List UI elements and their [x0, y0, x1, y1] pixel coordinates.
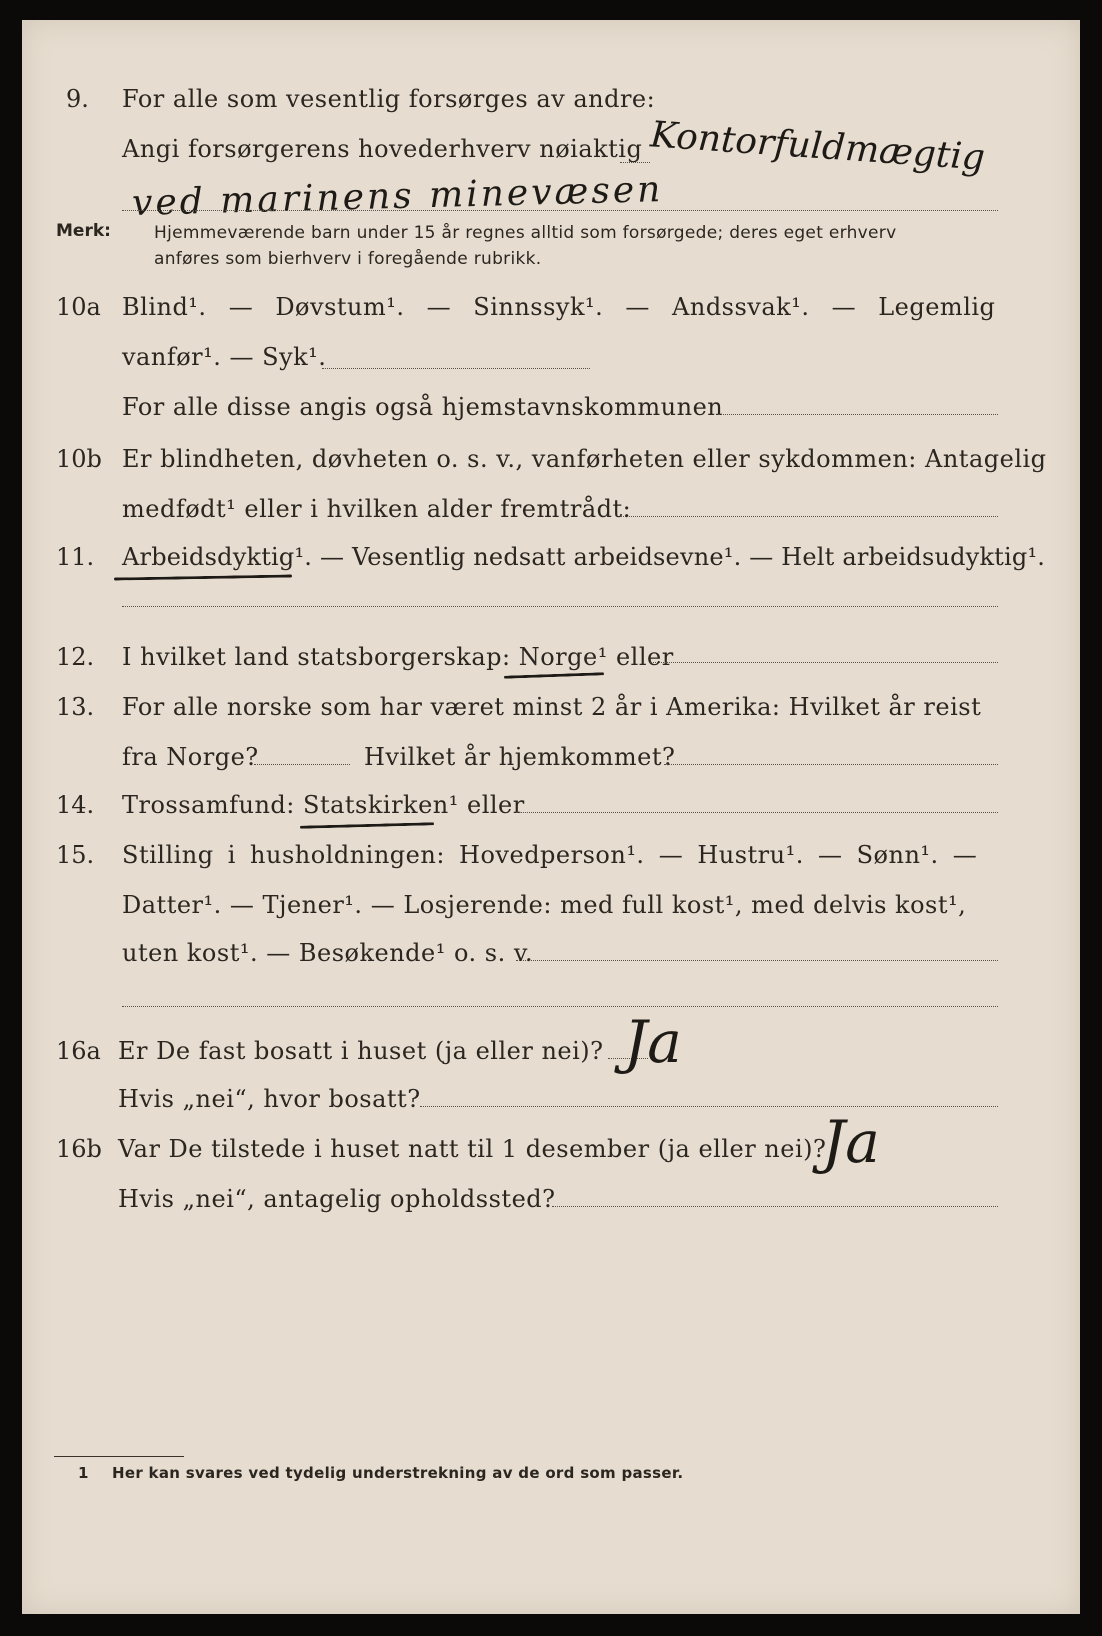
- q13-hjemkommet-fill-line: [664, 764, 998, 765]
- q16b-handwritten-answer: Ja: [822, 1108, 880, 1176]
- q15-line2: Datter¹. — Tjener¹. — Losjerende: med full kost¹, med delvis kost¹,: [122, 891, 967, 919]
- census-form-page: [22, 20, 1080, 1614]
- q9-fill-line: [620, 162, 650, 163]
- footnote-text: Her kan svares ved tydelig understrekning av de ord som passer.: [112, 1464, 684, 1482]
- q15-fill-line: [516, 960, 998, 961]
- q10a-line3: For alle disse angis også hjemstavnskommunen: [122, 393, 724, 421]
- merk-label: Merk:: [56, 221, 111, 241]
- q10b-number: 10b: [56, 445, 102, 473]
- q16b-fill-line: [552, 1206, 998, 1207]
- footnote-rule: [54, 1456, 184, 1457]
- q13-line2b: Hvilket år hjemkommet?: [364, 743, 676, 771]
- q13-reist-fill-line: [254, 764, 350, 765]
- q16a-line1: Er De fast bosatt i huset (ja eller nei)?: [118, 1037, 604, 1065]
- q15-line3: uten kost¹. — Besøkende¹ o. s. v.: [122, 939, 534, 967]
- q10b-line1: Er blindheten, døvheten o. s. v., vanførheten eller sykdommen: Antagelig: [122, 445, 1047, 473]
- q15-number: 15.: [56, 841, 95, 869]
- q12-norge-underline: [504, 672, 604, 678]
- q9-question-line1: For alle som vesentlig forsørges av andre:: [122, 85, 656, 113]
- q15-line1: Stilling i husholdningen: Hovedperson¹. — Hustru¹. — Sønn¹. —: [122, 841, 978, 869]
- q14-statskirken-underline: [300, 822, 434, 829]
- q10a-fill-line2: [718, 414, 998, 415]
- merk-text-line1: Hjemmeværende barn under 15 år regnes alltid som forsørgede; deres eget erhverv: [154, 223, 897, 243]
- q11-line1: Arbeidsdyktig¹. — Vesentlig nedsatt arbeidsevne¹. — Helt arbeidsudyktig¹.: [122, 543, 1046, 571]
- q15-fill-line2: [122, 1006, 998, 1007]
- q11-number: 11.: [56, 543, 95, 571]
- q10a-line2: vanfør¹. — Syk¹.: [122, 343, 327, 371]
- q13-line1: For alle norske som har været minst 2 år i Amerika: Hvilket år reist: [122, 693, 982, 721]
- q10a-number: 10a: [56, 293, 101, 321]
- q10a-fill-line: [322, 368, 590, 369]
- q14-number: 14.: [56, 791, 95, 819]
- q12-number: 12.: [56, 643, 95, 671]
- q11-arbeidsdyktig-underline: [114, 574, 292, 580]
- q9-number: 9.: [66, 85, 89, 113]
- footnote-mark: 1: [78, 1464, 89, 1482]
- q9-handwritten-answer1: Kontorfuldmægtig: [648, 114, 987, 179]
- q10a-line1: Blind¹. — Døvstum¹. — Sinnssyk¹. — Andssvak¹. — Legemlig: [122, 293, 996, 321]
- q12-fill-line: [650, 662, 998, 663]
- q9-question-line2: Angi forsørgerens hovederhverv nøiaktig: [122, 135, 643, 163]
- q16a-number: 16a: [56, 1037, 101, 1065]
- q16a-bosatt-fill-line: [420, 1106, 998, 1107]
- merk-text-line2: anføres som bierhverv i foregående rubrikk.: [154, 249, 542, 269]
- q16a-handwritten-answer: Ja: [624, 1008, 682, 1076]
- q14-fill-line: [516, 812, 998, 813]
- q12-line1: I hvilket land statsborgerskap: Norge¹ eller: [122, 643, 674, 671]
- q16b-number: 16b: [56, 1135, 102, 1163]
- q11-fill-line: [122, 606, 998, 607]
- q16b-line1: Var De tilstede i huset natt til 1 desember (ja eller nei)?: [118, 1135, 827, 1163]
- q10b-line2: medfødt¹ eller i hvilken alder fremtrådt:: [122, 495, 632, 523]
- q13-line2a: fra Norge?: [122, 743, 259, 771]
- q9-handwritten-answer2: ved marinens minevæsen: [131, 169, 664, 224]
- q16b-line2: Hvis „nei“, antagelig opholdssted?: [118, 1185, 556, 1213]
- q14-line1: Trossamfund: Statskirken¹ eller: [122, 791, 525, 819]
- q10b-fill-line: [620, 516, 998, 517]
- q9-answer-line: [122, 210, 998, 211]
- q16a-line2: Hvis „nei“, hvor bosatt?: [118, 1085, 421, 1113]
- q13-number: 13.: [56, 693, 95, 721]
